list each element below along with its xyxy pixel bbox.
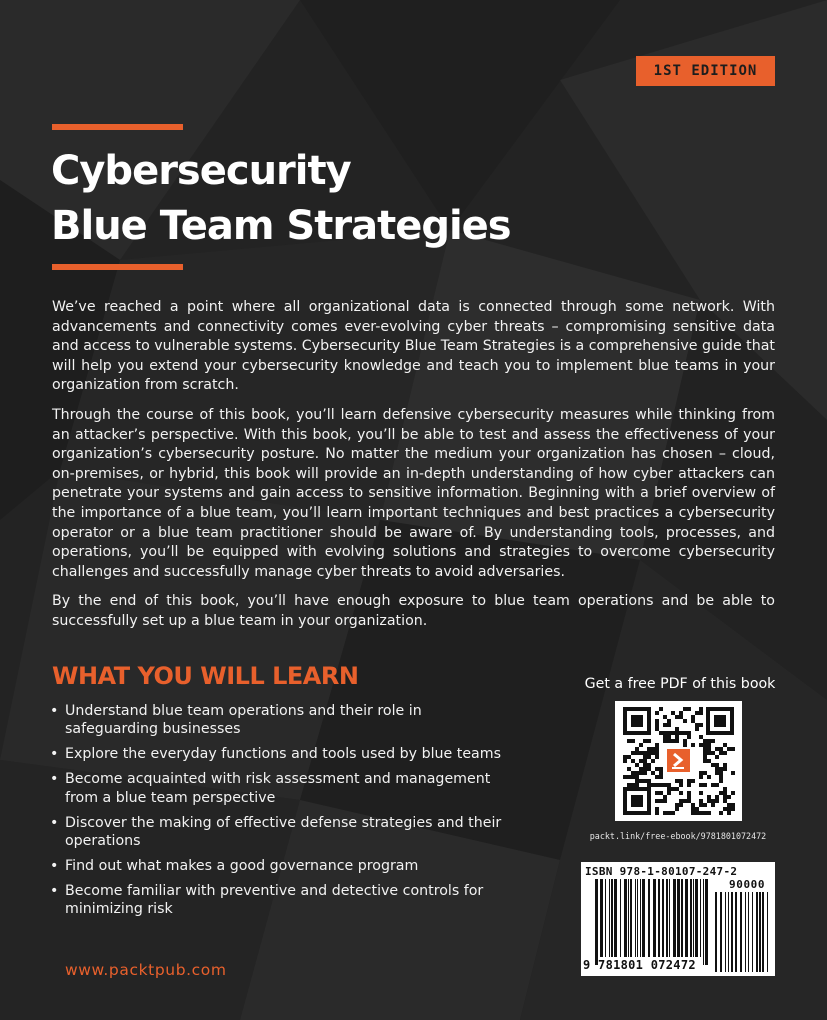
price-code: 90000 — [729, 878, 766, 891]
bullet-icon: • — [50, 703, 59, 719]
free-pdf-label: Get a free PDF of this book — [584, 676, 776, 692]
bullet-icon: • — [50, 882, 59, 899]
qr-finder-top-left — [623, 707, 651, 735]
qr-code[interactable] — [615, 701, 742, 821]
list-item: • Discover the making of effective defense strategies and their operations — [50, 814, 502, 849]
list-item: • Find out what makes a good governance program — [50, 857, 419, 874]
bullet-icon: • — [50, 857, 59, 874]
book-description — [52, 298, 775, 642]
book-title-line-1: Cybersecurity — [51, 148, 351, 194]
qr-finder-top-right — [706, 707, 734, 735]
list-item: • Explore the everyday functions and tools used by blue teams — [50, 746, 501, 763]
barcode-digits: 9 781801 072472 — [583, 958, 696, 972]
bullet-icon: • — [50, 814, 59, 831]
list-item: • Become familiar with preventive and detective controls for minimizing risk — [50, 882, 484, 918]
list-item: • Become acquainted with risk assessment and management from a blue team perspective — [50, 771, 491, 806]
description-paragraph: We’ve reached a point where all organizational data is connected through some network. With advancements and connectivity comes ever-evolving cyber threats – compromising sensitive data and access to vulnerable systems. Cybersecurity Blue Team Strategies is a comprehensive guide that will help you extend your cybersecurity knowledge and teach you to implement blue teams in your organization from scratch. — [52, 299, 775, 394]
bullet-icon: • — [50, 746, 59, 763]
bullet-icon: • — [50, 771, 59, 788]
list-item: • Understand blue team operations and their role in safeguarding businesses — [50, 703, 422, 738]
isbn-number: ISBN 978-1-80107-247-2 — [585, 865, 738, 878]
accent-bar-bottom — [52, 264, 183, 270]
accent-bar-top — [52, 124, 183, 130]
learn-heading: WHAT YOU WILL LEARN — [52, 662, 359, 690]
description-paragraph: By the end of this book, you’ll have enough exposure to blue team operations and be able to successfully set up a blue team in your organization. — [52, 593, 775, 629]
packt-chevron-icon — [665, 747, 692, 774]
free-ebook-link[interactable]: packt.link/free-ebook/9781801072472 — [589, 831, 767, 841]
isbn-barcode — [581, 862, 775, 976]
qr-finder-bottom-left — [623, 787, 651, 815]
edition-badge: 1ST EDITION — [636, 56, 775, 86]
book-title-line-2: Blue Team Strategies — [51, 203, 511, 249]
description-paragraph: Through the course of this book, you’ll learn defensive cybersecurity measures while thinking from an attacker’s perspective. With this book, you’ll be able to test and assess the effectiveness of your organization’s cybersecurity posture. No matter the medium your organization has chosen – cloud, on-premises, or hybrid, this book will provide an in-depth understanding of how cyber attackers can penetrate your systems and gain access to sensitive information. Beginning with a brief overview of the importance of a blue team, you’ll learn important techniques and best practices a cybersecurity operator or a blue team practitioner should be aware of. By understanding tools, processes, and operations, you’ll be equipped with evolving solutions and strategies to overcome cybersecurity challenges and successfully manage cyber threats to avoid adversaries. — [52, 406, 775, 580]
learn-list — [48, 702, 508, 925]
publisher-website-link[interactable]: www.packtpub.com — [65, 961, 227, 979]
qr-code-image — [615, 701, 742, 821]
book-title — [51, 144, 651, 254]
